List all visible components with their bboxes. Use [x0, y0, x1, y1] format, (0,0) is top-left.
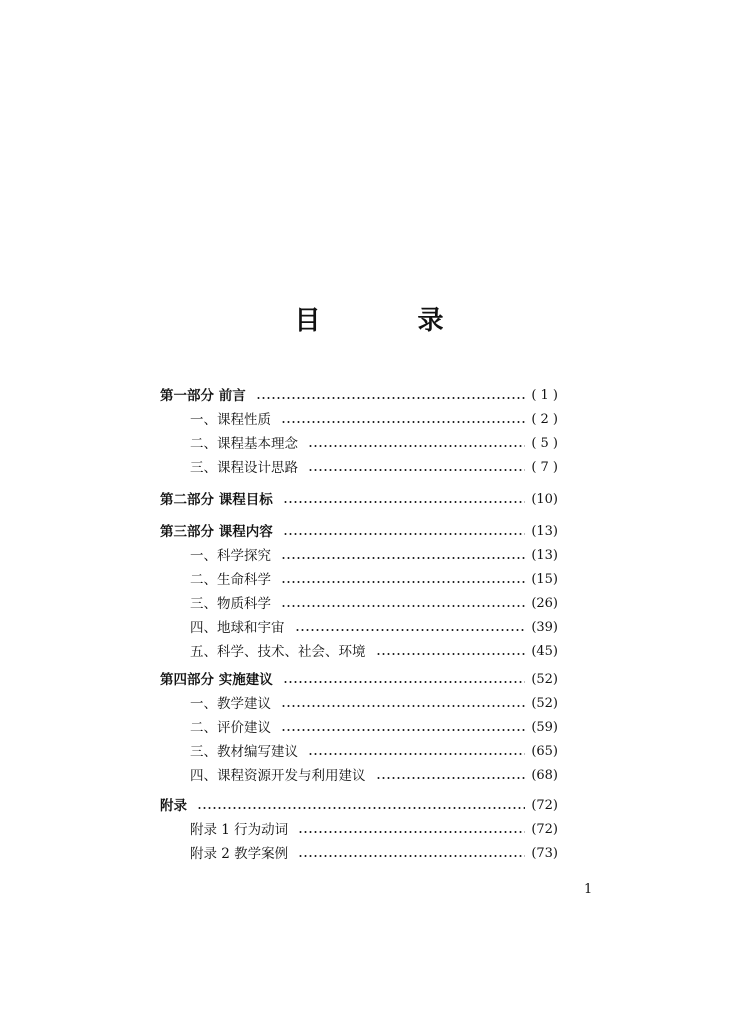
dot-leader	[376, 777, 526, 779]
toc-entry-page: (68)	[531, 768, 558, 783]
toc-entry[interactable]	[190, 410, 558, 430]
dot-leader	[298, 855, 525, 857]
page-title: 目 录	[294, 306, 488, 336]
dot-leader	[281, 729, 525, 731]
toc-entry-page: (15)	[531, 572, 558, 587]
toc-entry-page: (13)	[531, 524, 558, 539]
dot-leader	[283, 533, 526, 535]
toc-entry[interactable]	[190, 844, 558, 864]
toc-entry[interactable]	[190, 458, 558, 478]
toc-entry-page: (72)	[531, 822, 558, 837]
toc-entry-label: 三、课程设计思路	[190, 460, 298, 476]
toc-entry-label: 四、课程资源开发与利用建议	[190, 768, 366, 784]
toc-entry-page: (65)	[531, 744, 558, 759]
dot-leader	[308, 753, 525, 755]
toc-entry-label: 附录 2 教学案例	[190, 846, 289, 862]
toc-entry-label: 三、教材编写建议	[190, 744, 298, 760]
page-number: 1	[584, 882, 593, 897]
toc-entry[interactable]	[190, 618, 558, 638]
toc-entry-label: 三、物质科学	[190, 596, 271, 612]
dot-leader	[298, 831, 525, 833]
toc-entry[interactable]	[160, 386, 558, 406]
toc-entry[interactable]	[190, 570, 558, 590]
toc-entry-page: (59)	[531, 720, 558, 735]
toc-entry-page: (10)	[531, 492, 558, 507]
toc-entry-page: (52)	[531, 696, 558, 711]
toc-entry-label: 附录	[160, 798, 187, 814]
toc-entry-label: 第三部分 课程内容	[160, 524, 273, 540]
toc-entry[interactable]	[160, 522, 558, 542]
toc-entry-label: 一、课程性质	[190, 412, 271, 428]
toc-entry[interactable]	[190, 594, 558, 614]
toc-entry[interactable]	[190, 642, 558, 662]
toc-entry-page: (45)	[531, 644, 558, 659]
toc-entry-label: 第四部分 实施建议	[160, 672, 273, 688]
toc-entry-page: ( 7 )	[531, 460, 558, 475]
toc-entry[interactable]	[190, 434, 558, 454]
toc-entry-page: (13)	[531, 548, 558, 563]
toc-entry[interactable]	[190, 820, 558, 840]
dot-leader	[281, 421, 525, 423]
toc-entry[interactable]	[190, 694, 558, 714]
dot-leader	[283, 681, 526, 683]
toc-entry-page: ( 5 )	[531, 436, 558, 451]
toc-entry[interactable]	[160, 796, 558, 816]
toc-entry[interactable]	[190, 766, 558, 786]
dot-leader	[281, 581, 525, 583]
toc-entry-page: ( 1 )	[531, 388, 558, 403]
dot-leader	[281, 557, 525, 559]
toc-entry[interactable]	[160, 490, 558, 510]
toc-entry-label: 二、课程基本理念	[190, 436, 298, 452]
toc-entry-label: 一、科学探究	[190, 548, 271, 564]
toc-entry[interactable]	[190, 546, 558, 566]
toc-entry[interactable]	[190, 742, 558, 762]
toc-entry-page: (52)	[531, 672, 558, 687]
dot-leader	[256, 397, 526, 399]
toc-entry-label: 二、评价建议	[190, 720, 271, 736]
toc-entry-label: 四、地球和宇宙	[190, 620, 285, 636]
toc-entry-label: 二、生命科学	[190, 572, 271, 588]
toc-entry-page: (73)	[531, 846, 558, 861]
toc-entry-label: 第一部分 前言	[160, 388, 246, 404]
dot-leader	[281, 705, 525, 707]
toc-entry[interactable]	[190, 718, 558, 738]
dot-leader	[308, 445, 525, 447]
toc-entry-page: ( 2 )	[531, 412, 558, 427]
dot-leader	[295, 629, 526, 631]
toc-entry-label: 附录 1 行为动词	[190, 822, 289, 838]
toc-entry-label: 第二部分 课程目标	[160, 492, 273, 508]
dot-leader	[308, 469, 525, 471]
toc-entry-page: (26)	[531, 596, 558, 611]
toc-entry-page: (72)	[531, 798, 558, 813]
toc-entry-label: 五、科学、技术、社会、环境	[190, 644, 366, 660]
dot-leader	[197, 807, 525, 809]
dot-leader	[283, 501, 526, 503]
dot-leader	[281, 605, 525, 607]
toc-entry-label: 一、教学建议	[190, 696, 271, 712]
toc-entry-page: (39)	[531, 620, 558, 635]
toc-entry[interactable]	[160, 670, 558, 690]
dot-leader	[376, 653, 526, 655]
